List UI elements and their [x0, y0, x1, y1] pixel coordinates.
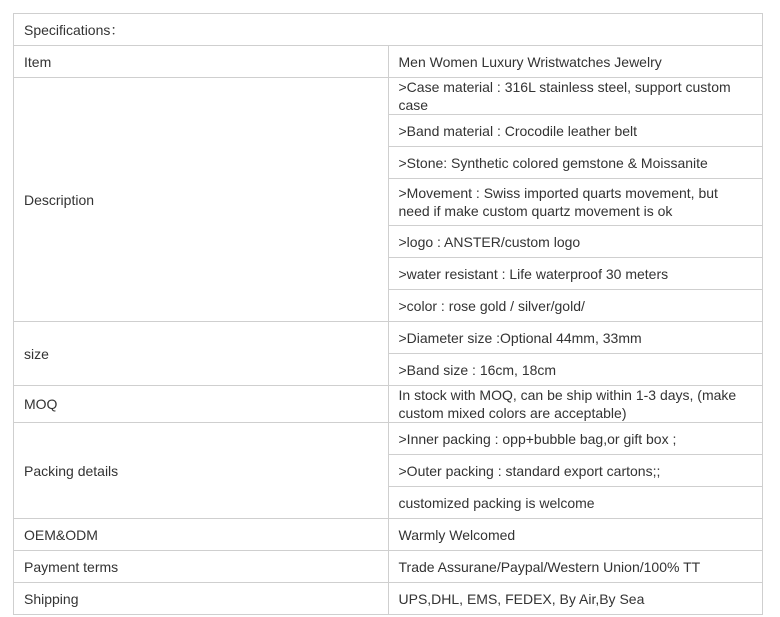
spec-key: MOQ [14, 386, 389, 423]
spec-value: >Case material : 316L stainless steel, support custom case [388, 78, 763, 115]
table-row [14, 551, 763, 583]
spec-value: >Band size : 16cm, 18cm [388, 354, 763, 386]
spec-value: >color : rose gold / silver/gold/ [388, 290, 763, 322]
spec-value: UPS,DHL, EMS, FEDEX, By Air,By Sea [388, 583, 763, 615]
table-row [14, 386, 763, 423]
table-row [14, 46, 763, 78]
spec-value: In stock with MOQ, can be ship within 1-3 days, (make custom mixed colors are acceptable) [388, 386, 763, 423]
spec-value: >Diameter size :Optional 44mm, 33mm [388, 322, 763, 354]
spec-key: Description [14, 78, 389, 322]
spec-value: Trade Assurane/Paypal/Western Union/100% TT [388, 551, 763, 583]
spec-value: Warmly Welcomed [388, 519, 763, 551]
table-row [14, 519, 763, 551]
spec-key: OEM&ODM [14, 519, 389, 551]
spec-value: >Band material : Crocodile leather belt [388, 115, 763, 147]
table-title: Specifications： [14, 14, 763, 46]
spec-key: Shipping [14, 583, 389, 615]
spec-value: customized packing is welcome [388, 487, 763, 519]
spec-key: Item [14, 46, 389, 78]
spec-key: Payment terms [14, 551, 389, 583]
table-row [14, 78, 763, 115]
spec-value: >logo : ANSTER/custom logo [388, 226, 763, 258]
table-header-row [14, 14, 763, 46]
table-row [14, 423, 763, 455]
spec-key: size [14, 322, 389, 386]
spec-value: >water resistant : Life waterproof 30 meters [388, 258, 763, 290]
table-row [14, 322, 763, 354]
spec-key: Packing details [14, 423, 389, 519]
spec-value: Men Women Luxury Wristwatches Jewelry [388, 46, 763, 78]
spec-value: >Outer packing : standard export cartons;; [388, 455, 763, 487]
table-row [14, 583, 763, 615]
spec-value: >Stone: Synthetic colored gemstone & Moissanite [388, 147, 763, 179]
spec-value: >Inner packing : opp+bubble bag,or gift box ; [388, 423, 763, 455]
spec-value: >Movement : Swiss imported quarts movement, but need if make custom quartz movement is ok [388, 179, 763, 226]
specifications-table [13, 13, 763, 615]
